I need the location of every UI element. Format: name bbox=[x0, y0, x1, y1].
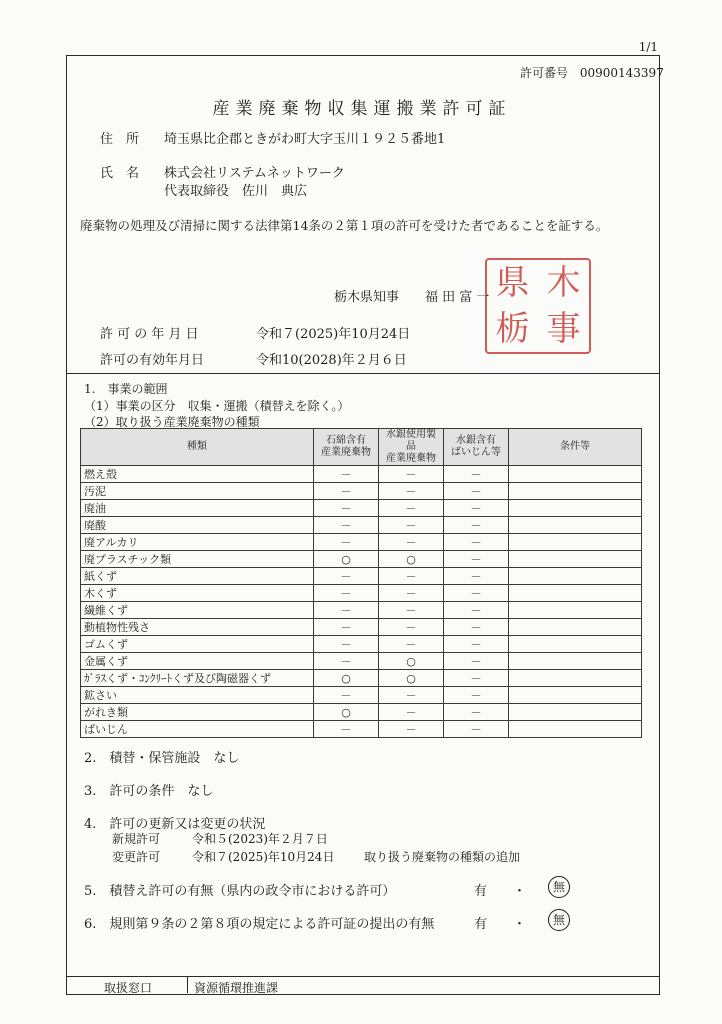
section5-no: 無 bbox=[548, 876, 570, 898]
mercury-dust-cell: － bbox=[444, 500, 509, 517]
conditions-cell bbox=[509, 466, 642, 483]
issuer-name: 福 田 富 一 bbox=[425, 290, 490, 305]
asbestos-cell: － bbox=[314, 517, 379, 534]
name-label: 氏 名 bbox=[100, 166, 140, 181]
page-number: 1/1 bbox=[638, 40, 658, 54]
table-row bbox=[81, 704, 642, 721]
table-row bbox=[81, 670, 642, 687]
conditions-cell bbox=[509, 551, 642, 568]
section6-no-circled bbox=[548, 909, 570, 931]
mercury-dust-cell: － bbox=[444, 585, 509, 602]
conditions-cell bbox=[509, 721, 642, 738]
mercury-dust-cell: － bbox=[444, 568, 509, 585]
asbestos-cell: － bbox=[314, 500, 379, 517]
header-kind: 種類 bbox=[81, 429, 314, 466]
seal-char: 栃 bbox=[495, 309, 530, 349]
section4-heading: 4. 許可の更新又は変更の状況 bbox=[84, 817, 266, 832]
waste-kind-cell: 繊維くず bbox=[81, 602, 314, 619]
waste-kind-cell: 燃え殻 bbox=[81, 466, 314, 483]
section-divider bbox=[66, 373, 660, 374]
table-row bbox=[81, 534, 642, 551]
mercury-products-cell: － bbox=[379, 483, 444, 500]
section1-waste-types: （2）取り扱う産業廃棄物の種類 bbox=[84, 415, 260, 429]
seal-char: 木 bbox=[546, 263, 581, 303]
mercury-dust-cell: － bbox=[444, 483, 509, 500]
mercury-dust-cell: － bbox=[444, 687, 509, 704]
conditions-cell bbox=[509, 704, 642, 721]
asbestos-cell: － bbox=[314, 636, 379, 653]
asbestos-cell: ○ bbox=[314, 670, 379, 687]
section5-dot: ・ bbox=[513, 884, 527, 899]
change-permit-note: 取り扱う廃棄物の種類の追加 bbox=[364, 850, 521, 864]
conditions-cell bbox=[509, 534, 642, 551]
conditions-cell bbox=[509, 585, 642, 602]
table-row bbox=[81, 653, 642, 670]
table-row bbox=[81, 466, 642, 483]
waste-kind-cell: 鉱さい bbox=[81, 687, 314, 704]
change-permit-date: 令和７(2025)年10月24日 bbox=[192, 850, 335, 864]
seal-char: 県 bbox=[495, 263, 530, 303]
mercury-dust-cell: － bbox=[444, 466, 509, 483]
asbestos-cell: － bbox=[314, 653, 379, 670]
conditions-cell bbox=[509, 517, 642, 534]
waste-kind-cell: 廃油 bbox=[81, 500, 314, 517]
mercury-dust-cell: － bbox=[444, 653, 509, 670]
mercury-products-cell: － bbox=[379, 517, 444, 534]
table-row bbox=[81, 517, 642, 534]
asbestos-cell: － bbox=[314, 585, 379, 602]
mercury-dust-cell: － bbox=[444, 534, 509, 551]
permit-number bbox=[520, 64, 664, 81]
conditions-cell bbox=[509, 653, 642, 670]
mercury-products-cell: － bbox=[379, 500, 444, 517]
footer-cell-divider bbox=[187, 976, 188, 993]
header-conditions: 条件等 bbox=[509, 429, 642, 466]
section6-no: 無 bbox=[548, 909, 570, 931]
mercury-products-cell: － bbox=[379, 619, 444, 636]
conditions-cell bbox=[509, 483, 642, 500]
mercury-dust-cell: － bbox=[444, 602, 509, 619]
section1-heading: 1. 事業の範囲 bbox=[84, 382, 168, 396]
section2-transfer-storage: 2. 積替・保管施設 なし bbox=[84, 751, 240, 766]
conditions-cell bbox=[509, 500, 642, 517]
waste-kind-cell: ゴムくず bbox=[81, 636, 314, 653]
header-mercury-dust: 水銀含有 ばいじん等 bbox=[444, 429, 509, 466]
footer-divider-line bbox=[66, 976, 660, 977]
section6-text: 6. 規則第９条の２第８項の規定による許可証の提出の有無 bbox=[84, 917, 435, 932]
mercury-products-cell: － bbox=[379, 636, 444, 653]
table-row bbox=[81, 602, 642, 619]
mercury-products-cell: － bbox=[379, 687, 444, 704]
waste-kind-cell: ｶﾞﾗｽくず・ｺﾝｸﾘｰﾄくず及び陶磁器くず bbox=[81, 670, 314, 687]
mercury-products-cell: － bbox=[379, 721, 444, 738]
representative-name: 代表取締役 佐川 典広 bbox=[164, 184, 308, 199]
mercury-products-cell: － bbox=[379, 534, 444, 551]
asbestos-cell: － bbox=[314, 619, 379, 636]
mercury-products-cell: － bbox=[379, 466, 444, 483]
waste-kind-cell: 木くず bbox=[81, 585, 314, 602]
new-permit-date: 令和５(2023)年２月７日 bbox=[192, 832, 328, 846]
mercury-products-cell: ○ bbox=[379, 551, 444, 568]
governor-seal bbox=[485, 258, 591, 354]
table-header-row bbox=[81, 429, 642, 466]
table-row bbox=[81, 500, 642, 517]
waste-kind-cell: 廃プラスチック類 bbox=[81, 551, 314, 568]
permit-date-value: 令和７(2025)年10月24日 bbox=[256, 327, 411, 342]
header-mercury-products: 水銀使用製品 産業廃棄物 bbox=[379, 429, 444, 466]
section6-yes: 有 bbox=[474, 917, 488, 932]
waste-kind-cell: 紙くず bbox=[81, 568, 314, 585]
conditions-cell bbox=[509, 619, 642, 636]
table-row bbox=[81, 568, 642, 585]
asbestos-cell: － bbox=[314, 721, 379, 738]
mercury-products-cell: － bbox=[379, 585, 444, 602]
conditions-cell bbox=[509, 636, 642, 653]
mercury-dust-cell: － bbox=[444, 619, 509, 636]
valid-until-label: 許可の有効年月日 bbox=[100, 353, 205, 368]
mercury-products-cell: ○ bbox=[379, 670, 444, 687]
change-permit-label: 変更許可 bbox=[112, 850, 161, 864]
table-row bbox=[81, 687, 642, 704]
address-label: 住 所 bbox=[100, 132, 140, 147]
mercury-products-cell: － bbox=[379, 704, 444, 721]
waste-kind-cell: 廃酸 bbox=[81, 517, 314, 534]
mercury-dust-cell: － bbox=[444, 517, 509, 534]
document-title: 産業廃棄物収集運搬業許可証 bbox=[212, 99, 512, 119]
asbestos-cell: － bbox=[314, 602, 379, 619]
conditions-cell bbox=[509, 687, 642, 704]
waste-kind-cell: ばいじん bbox=[81, 721, 314, 738]
section5-no-circled bbox=[548, 876, 570, 898]
asbestos-cell: ○ bbox=[314, 551, 379, 568]
section6-dot: ・ bbox=[513, 917, 527, 932]
mercury-dust-cell: － bbox=[444, 636, 509, 653]
asbestos-cell: ○ bbox=[314, 704, 379, 721]
table-row bbox=[81, 619, 642, 636]
mercury-dust-cell: － bbox=[444, 704, 509, 721]
permit-date-label: 許 可 の 年 月 日 bbox=[100, 327, 199, 342]
company-name: 株式会社リステムネットワーク bbox=[164, 166, 345, 181]
waste-types-table bbox=[80, 428, 642, 738]
table-row bbox=[81, 585, 642, 602]
mercury-products-cell: － bbox=[379, 602, 444, 619]
waste-kind-cell: 廃アルカリ bbox=[81, 534, 314, 551]
header-asbestos: 石綿含有 産業廃棄物 bbox=[314, 429, 379, 466]
table-row bbox=[81, 483, 642, 500]
waste-kind-cell: 汚泥 bbox=[81, 483, 314, 500]
asbestos-cell: － bbox=[314, 687, 379, 704]
mercury-products-cell: － bbox=[379, 568, 444, 585]
certification-text: 廃棄物の処理及び清掃に関する法律第14条の２第１項の許可を受けた者であることを証する。 bbox=[80, 218, 609, 233]
waste-kind-cell: 金属くず bbox=[81, 653, 314, 670]
conditions-cell bbox=[509, 670, 642, 687]
footer-value: 資源循環推進課 bbox=[194, 981, 279, 995]
table-row bbox=[81, 551, 642, 568]
conditions-cell bbox=[509, 568, 642, 585]
section5-text: 5. 積替え許可の有無（県内の政令市における許可） bbox=[84, 884, 396, 899]
table-row bbox=[81, 721, 642, 738]
new-permit-label: 新規許可 bbox=[112, 832, 161, 846]
section3-conditions: 3. 許可の条件 なし bbox=[84, 784, 214, 799]
asbestos-cell: － bbox=[314, 534, 379, 551]
asbestos-cell: － bbox=[314, 568, 379, 585]
waste-kind-cell: 動植物性残さ bbox=[81, 619, 314, 636]
mercury-dust-cell: － bbox=[444, 721, 509, 738]
mercury-dust-cell: － bbox=[444, 551, 509, 568]
seal-char: 事 bbox=[546, 309, 581, 349]
address-value: 埼玉県比企郡ときがわ町大字玉川１９２５番地1 bbox=[164, 132, 446, 147]
valid-until-value: 令和10(2028)年２月６日 bbox=[256, 353, 407, 368]
asbestos-cell: － bbox=[314, 466, 379, 483]
issuer-title: 栃木県知事 bbox=[334, 290, 400, 305]
asbestos-cell: － bbox=[314, 483, 379, 500]
table-row bbox=[81, 636, 642, 653]
section1-business-type: （1）事業の区分 収集・運搬（積替えを除く。） bbox=[84, 399, 350, 413]
mercury-dust-cell: － bbox=[444, 670, 509, 687]
footer-label: 取扱窓口 bbox=[104, 981, 153, 995]
waste-kind-cell: がれき類 bbox=[81, 704, 314, 721]
permit-number-value: 00900143397 bbox=[579, 66, 664, 80]
mercury-products-cell: ○ bbox=[379, 653, 444, 670]
conditions-cell bbox=[509, 602, 642, 619]
section5-yes: 有 bbox=[474, 884, 488, 899]
permit-number-label: 許可番号 bbox=[520, 66, 569, 80]
